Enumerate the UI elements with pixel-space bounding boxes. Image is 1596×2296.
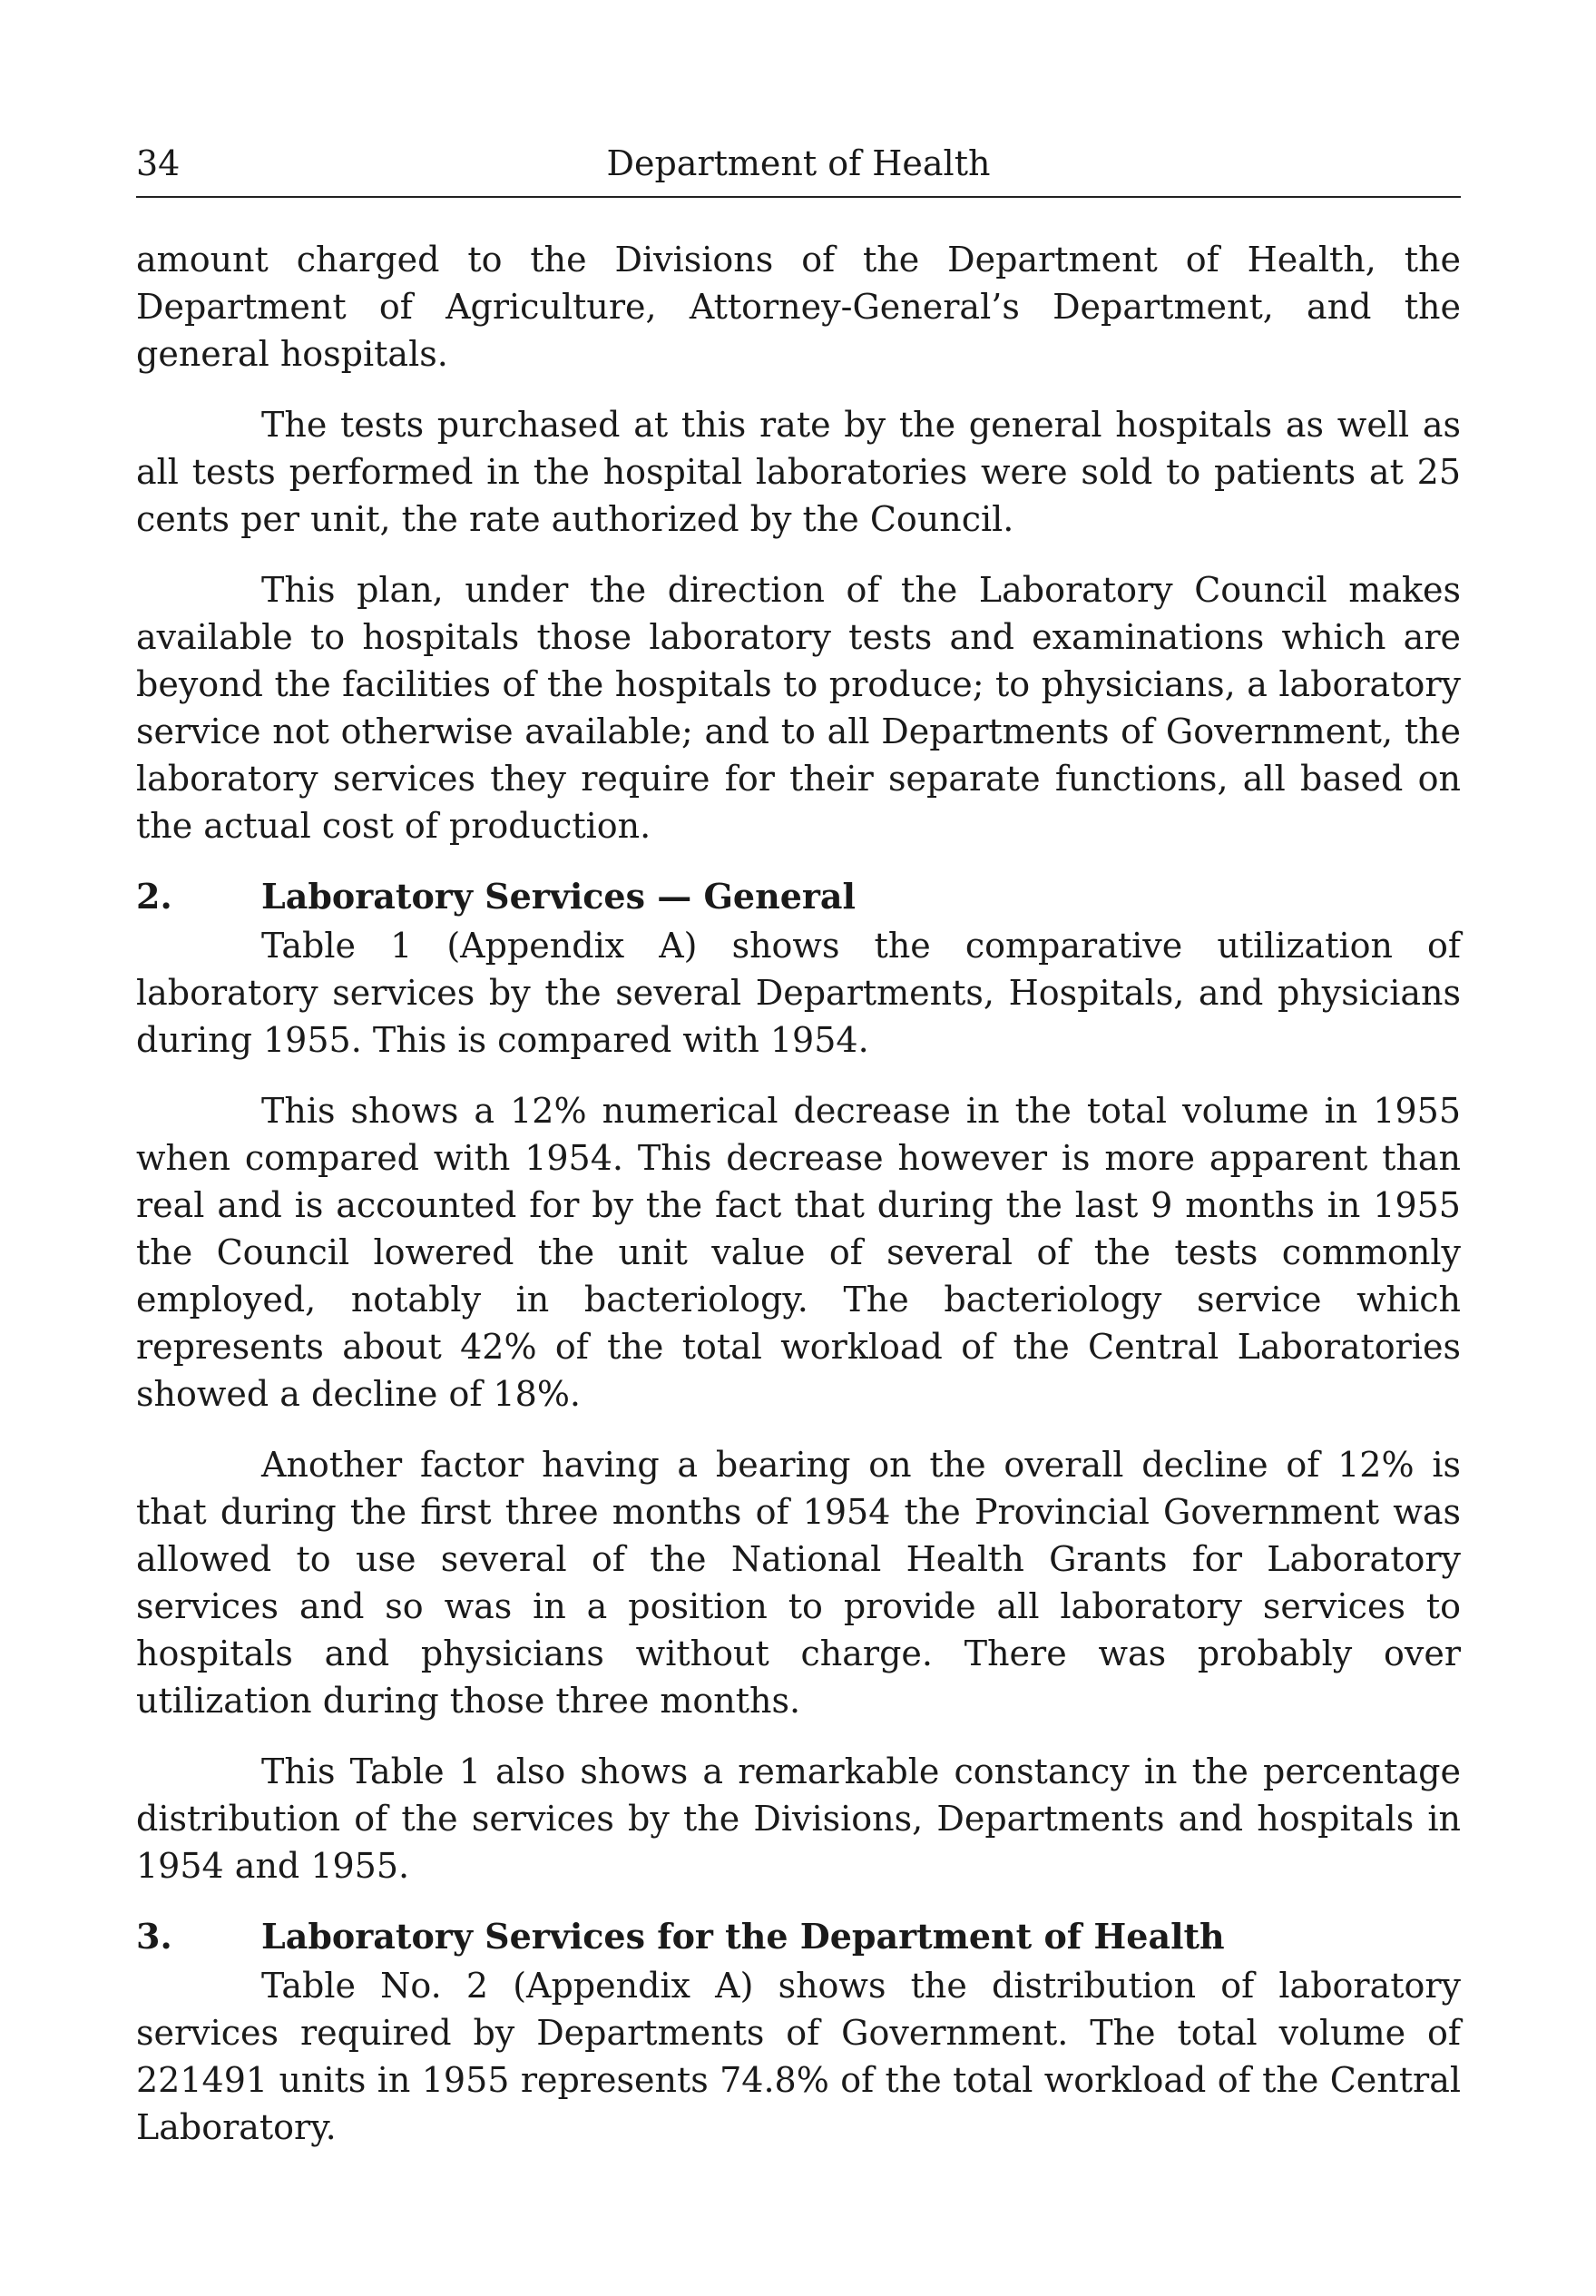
paragraph-another-factor: Another factor having a bearing on the overall decline of 12% is that during the first three months of 1954 the Provincial Government was allowed to use several of the National Health Grants for Laboratory services and so was in a position to provide all laboratory services to hospitals and physicians without charge. There was probably over utilization during those three months. bbox=[136, 1445, 1461, 1721]
paragraph-decrease: This shows a 12% numerical decrease in the total volume in 1955 when compared with 1954. This decrease however is more apparent than real and is accounted for by the fact that during the last 9 months in 1955 the Council lowered the unit value of several of the tests commonly employed, notably in bacteriology. The bacteriology service which represents about 42% of the total workload of the Central Laboratories showed a decline of 18%. bbox=[136, 1091, 1461, 1414]
section-title: Laboratory Services for the Department of Health bbox=[261, 1916, 1225, 1957]
section-title: Laboratory Services — General bbox=[261, 876, 856, 917]
section-heading-department-of-health bbox=[136, 1913, 1461, 1960]
paragraph-continuation: amount charged to the Divisions of the Department of Health, the Department of Agriculture, Attorney-General’s Department, and the general hospitals. bbox=[136, 240, 1461, 374]
page-number: 34 bbox=[136, 143, 181, 183]
paragraph-table1: Table 1 (Appendix A) shows the comparative utilization of laboratory services by the several Departments, Hospitals, and physicians during 1955. This is compared with 1954. bbox=[136, 926, 1461, 1060]
paragraph-plan: This plan, under the direction of the Laboratory Council makes available to hospitals those laboratory tests and examinations which are beyond the facilities of the hospitals to produce; to physicians, a laboratory service not otherwise available; and to all Departments of Government, the laboratory services they require for their separate functions, all based on the actual cost of production. bbox=[136, 570, 1461, 846]
paragraph-constancy: This Table 1 also shows a remarkable constancy in the percentage distribution of the services by the Divisions, Departments and hospitals in 1954 and 1955. bbox=[136, 1751, 1461, 1886]
paragraph-table2: Table No. 2 (Appendix A) shows the distribution of laboratory services required by Departments of Government. The total volume of 221491 units in 1955 represents 74.8% of the total workload of the Central Laboratory. bbox=[136, 1966, 1461, 2147]
section-number: 2. bbox=[136, 876, 172, 917]
header-rule bbox=[136, 196, 1461, 198]
paragraph-tests-purchased: The tests purchased at this rate by the general hospitals as well as all tests performed in the hospital laboratories were sold to patients at 25 cents per unit, the rate authorized by the Council. bbox=[136, 405, 1461, 539]
running-header bbox=[136, 136, 1461, 191]
section-heading-general bbox=[136, 873, 1461, 920]
page-body bbox=[136, 236, 1461, 2151]
document-page bbox=[136, 136, 1461, 2174]
header-title: Department of Health bbox=[606, 143, 991, 183]
section-number: 3. bbox=[136, 1916, 172, 1957]
